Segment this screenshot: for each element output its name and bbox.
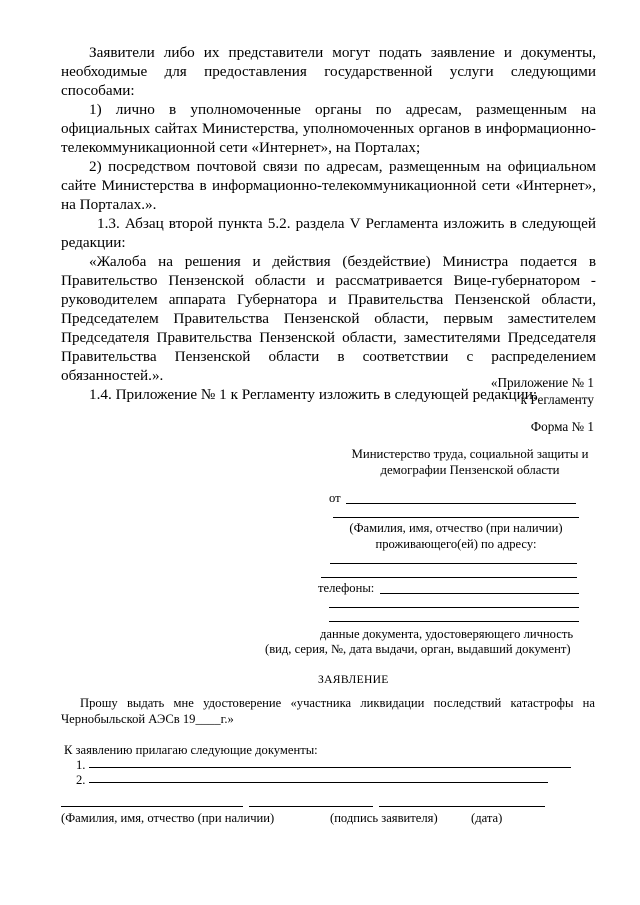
from-name-line: [346, 503, 576, 504]
signature-date-line: [379, 806, 545, 807]
appendix-title: «Приложение № 1: [490, 375, 594, 390]
attachment-item-1-line: [89, 767, 571, 768]
attachment-item-2-number: 2.: [76, 773, 86, 787]
paragraph-item-1-4: 1.4. Приложение № 1 к Регламенту изложить в следующей редакции:: [89, 386, 538, 403]
residing-label: проживающего(ей) по адресу:: [375, 537, 537, 551]
addressee: [340, 446, 600, 478]
id-doc-line: [329, 621, 579, 622]
signature-fio-hint: (Фамилия, имя, отчество (при наличии): [61, 811, 275, 825]
id-doc-hint: (вид, серия, №, дата выдачи, орган, выдавший документ): [265, 642, 571, 656]
appendix-header: [491, 374, 594, 408]
from-label: от: [329, 491, 341, 505]
paragraph-complaint: «Жалоба на решения и действия (бездействие) Министра подается в Правительство Пензенской области и рассматривается Вице-губернатором - руководителем аппарата Губернатора и Правительства Пензенской области, Председателем Правительства Пензенской области, первым заместителем Председателя Правительства Пензенской области, заместителями Председателя Правительства Пензенской области в соответствии с распределением обязанностей.».: [61, 253, 596, 384]
phones-label: телефоны:: [318, 581, 375, 595]
address-line-2: [321, 577, 577, 578]
body-text: [61, 43, 596, 404]
signature-sign-line: [249, 806, 373, 807]
paragraph-method-2: 2) посредством почтовой связи по адресам, размещенным на официальном сайте Министерства в информационно-телекоммуникационной сети «Интернет», на Порталах.».: [61, 158, 596, 213]
paragraph-submission-methods: Заявители либо их представители могут подать заявление и документы, необходимые для предоставления государственной услуги следующими способами:: [61, 44, 596, 99]
address-line-1: [330, 563, 577, 564]
from-name-line-2: [333, 517, 579, 518]
fio-hint: (Фамилия, имя, отчество (при наличии): [349, 521, 563, 535]
form-number: Форма № 1: [530, 419, 594, 434]
phones-line-2: [329, 607, 579, 608]
attachment-item-2-line: [89, 782, 548, 783]
request-text: Прошу выдать мне удостоверение «участника ликвидации последствий катастрофы на Чернобыльской АЭСв 19____г.»: [61, 696, 595, 726]
addressee-line-2: демографии Пензенской области: [380, 463, 560, 477]
id-doc-label: данные документа, удостоверяющего личность: [320, 627, 574, 641]
signature-date-hint: (дата): [471, 811, 503, 825]
signature-sign-hint: (подпись заявителя): [330, 811, 438, 825]
attachment-item-1-number: 1.: [76, 758, 86, 772]
paragraph-item-1-3: 1.3. Абзац второй пункта 5.2. раздела V Регламента изложить в следующей редакции:: [61, 215, 596, 251]
appendix-subtitle: к Регламенту: [520, 392, 594, 407]
attachments-label: К заявлению прилагаю следующие документы:: [64, 743, 318, 757]
paragraph-method-1: 1) лично в уполномоченные органы по адресам, размещенным на официальных сайтах Министерства, уполномоченных органов в информационно-телекоммуникационной сети «Интернет», на Порталах;: [61, 101, 596, 156]
statement-title: ЗАЯВЛЕНИЕ: [318, 673, 389, 686]
addressee-line-1: Министерство труда, социальной защиты и: [351, 447, 589, 461]
signature-fio-line: [61, 806, 243, 807]
phones-line: [380, 593, 579, 594]
